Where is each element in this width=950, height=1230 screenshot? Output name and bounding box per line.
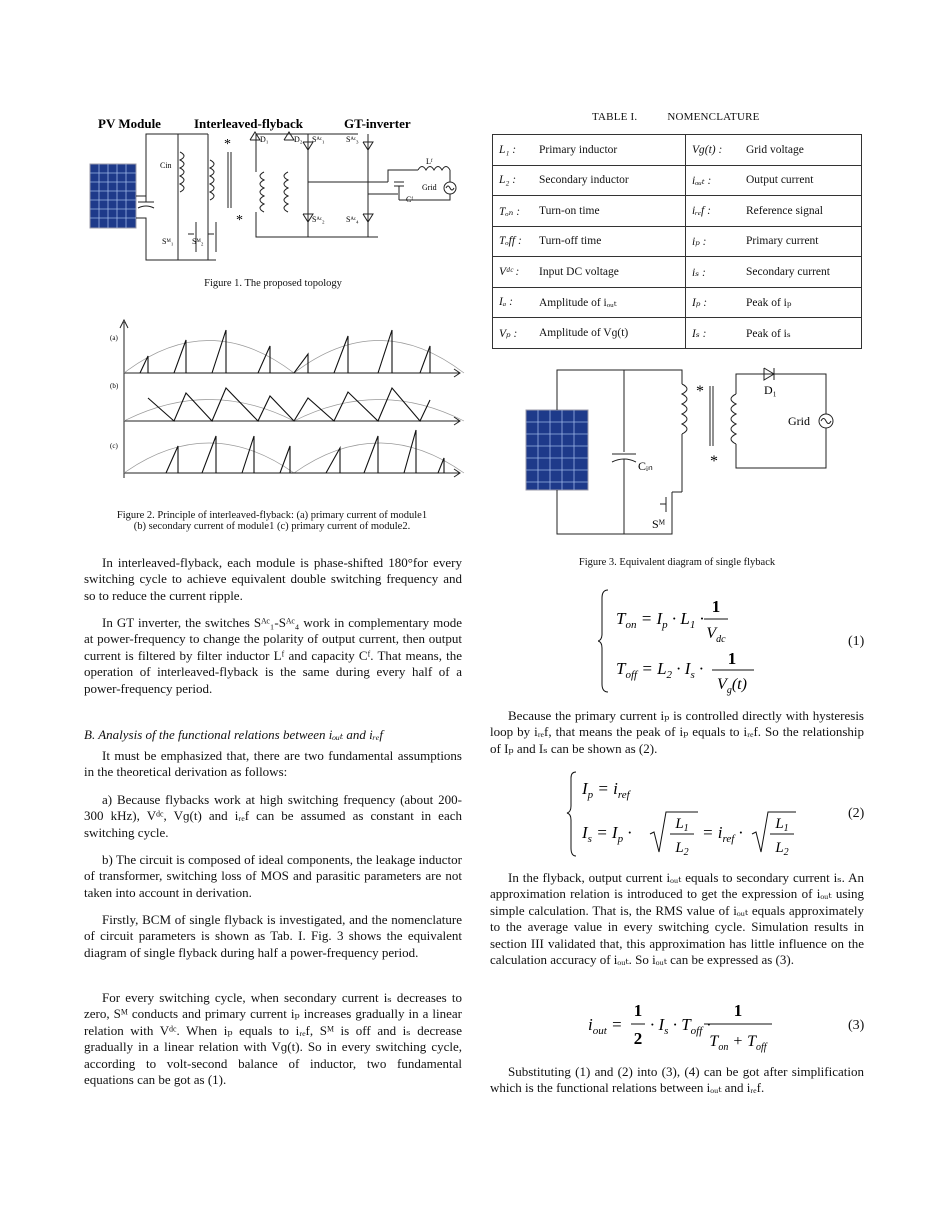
fig1-label-inverter: GT-inverter [344, 116, 411, 131]
svg-text:Ton = Ip · L1 ·: $T_{on} = I_p \cdot L_1$ · [616, 609, 704, 631]
figure-3-schematic [520, 362, 840, 542]
table-cell-d1: Primary inductor [533, 135, 686, 166]
svg-text:L2: $L_2$ [675, 840, 689, 858]
svg-text:2: 2 [633, 1029, 643, 1048]
fig3-grid: Grid [788, 414, 810, 428]
fig3-d1: D₁ [764, 383, 777, 397]
svg-text:Grid: Grid [422, 183, 437, 192]
table-cell-s1: Iₐ : [493, 287, 534, 318]
svg-text:Sᴬᶜ₂: Sᴬᶜ₂ [312, 215, 325, 224]
svg-text:Lᶠ: Lᶠ [426, 157, 433, 166]
equation-1 [598, 586, 778, 696]
table-cell-d1: Turn-off time [533, 226, 686, 257]
table-cell-s1: L₁ : [493, 135, 534, 166]
svg-text:Sᴬᶜ₁: Sᴬᶜ₁ [312, 135, 325, 144]
table-title: TABLE I. NOMENCLATURE [592, 111, 760, 123]
figure-1-schematic [88, 112, 468, 272]
table-cell-s1: Vₚ : [493, 318, 534, 349]
table-cell-d2: Grid voltage [740, 135, 862, 166]
equation-3-math [588, 994, 788, 1056]
table-row [493, 257, 862, 288]
table-row [493, 318, 862, 349]
svg-text:Toff = L2 · Is ·: $T_{off} = L_2 \cdot I_s$ · [616, 659, 704, 681]
table-cell-d1: Turn-on time [533, 196, 686, 227]
pv-panel-icon [90, 164, 136, 228]
left-paragraph-5: b) The circuit is composed of ideal components, the leakage inductor of transformer, switching loss of MOS and parasitic parameters are not taken into account in derivation. [84, 852, 462, 900]
table-cell-s1: Vᵈᶜ : [493, 257, 534, 288]
left-paragraph-4: a) Because flybacks work at high switching frequency (about 200-300 kHz), Vᵈᶜ, Vɡ(t) and iᵣₑf can be assumed as constant in each switching cycle. [84, 792, 462, 840]
table-row [493, 226, 862, 257]
svg-text:Sᴹ₁: Sᴹ₁ [162, 237, 174, 246]
equation-2-math [566, 768, 796, 860]
svg-text:(b): (b) [110, 382, 119, 390]
svg-text:Cᶠ: Cᶠ [406, 195, 414, 204]
svg-text:1: 1 [711, 597, 721, 616]
svg-text:*: * [236, 213, 243, 228]
figure-1-caption: Figure 1. The proposed topology [204, 278, 342, 289]
svg-text:· Is · Toff ·: · $I_s \cdot T_{off}$ · [650, 1015, 711, 1037]
table-cell-d2: Primary current [740, 226, 862, 257]
pv-panel-icon-2 [526, 410, 588, 490]
figure-1 [88, 112, 468, 292]
table-cell-d2: Output current [740, 165, 862, 196]
svg-text:Sᴬᶜ₃: Sᴬᶜ₃ [346, 135, 359, 144]
left-paragraph-3: It must be emphasized that, there are two fundamental assumptions in the theoretical derivation as follows: [84, 748, 462, 780]
svg-text:D₂: D₂ [294, 135, 303, 144]
svg-text:L1: $L_1$ [775, 816, 789, 834]
fig3-sm: Sᴹ [652, 517, 666, 531]
table-cell-d1: Input DC voltage [533, 257, 686, 288]
equation-2-number: (2) [848, 806, 865, 821]
svg-text:1: 1 [633, 1001, 643, 1020]
svg-text:Ip = iref: $I_p = i_{ref}$ [582, 779, 630, 801]
right-paragraph-3: Substituting (1) and (2) into (3), (4) can be got after simplification which is the functional relations between iₒᵤₜ and iᵣₑf. [490, 1064, 864, 1096]
svg-text:*: * [224, 137, 231, 152]
fig3-cin: Cᵢₙ [638, 459, 653, 473]
section-heading-b: B. Analysis of the functional relations between iₒᵤₜ and iᵣₑf [84, 727, 383, 742]
table-cell-d1: Amplitude of iₒᵤₜ [533, 287, 686, 318]
svg-text:*: * [696, 383, 704, 400]
svg-text:*: * [710, 453, 718, 470]
svg-text:L2: $L_2$ [775, 840, 789, 858]
svg-text:1: 1 [733, 1001, 743, 1020]
left-paragraph-6: Firstly, BCM of single flyback is investigated, and the nomenclature of circuit parameters is shown as Tab. I. Fig. 3 shows the equivalent diagram of single flyback during half a power-frequency period. [84, 912, 462, 960]
table-row [493, 165, 862, 196]
table-cell-s1: L₂ : [493, 165, 534, 196]
svg-text:Sᴬᶜ₄: Sᴬᶜ₄ [346, 215, 359, 224]
table-row [493, 135, 862, 166]
left-paragraph-7: For every switching cycle, when secondary current iₛ decreases to zero, Sᴹ conducts and primary current iₚ increases gradually in a linear relation with Vᵈᶜ. When iₚ equals to iᵣₑf, Sᴹ is off and iₛ decrease gradually in a linear relation with Vɡ(t). So in every switching cycle, according to volt-second balance of inductor, two fundamental equations can be got as (1). [84, 990, 462, 1088]
svg-text:(a): (a) [110, 334, 118, 342]
figure-2-waveforms [108, 318, 468, 483]
table-cell-s2: Iₛ : [686, 318, 741, 349]
table-cell-d2: Peak of iₚ [740, 287, 862, 318]
table-cell-s2: iᵣₑf : [686, 196, 741, 227]
equation-2 [566, 768, 796, 860]
svg-text:iout =: $i_{out}$ = [588, 1015, 623, 1037]
left-paragraph-2: In GT inverter, the switches Sᴬᶜ₁-Sᴬᶜ₄ work in complementary mode at power-frequency to change the polarity of output current, then output current is filtered by filter inductor Lᶠ and capacity Cᶠ. That means, the operation of interleaved-flyback is the same during every half of a power-frequency period. [84, 615, 462, 696]
fig1-label-flyback: Interleaved-flyback [194, 116, 304, 131]
right-paragraph-1: Because the primary current iₚ is controlled directly with hysteresis loop by iᵣₑf, that means the peak of iₚ equals to iᵣₑf. So the relationship of Iₚ and Iₛ can be shown as (2). [490, 708, 864, 756]
svg-text:D₁: D₁ [260, 135, 269, 144]
svg-text:Vg(t): $V_g(t)$ [717, 676, 747, 696]
figure-3 [520, 362, 840, 542]
table-cell-s2: iₚ : [686, 226, 741, 257]
equation-1-math [598, 586, 778, 696]
fig1-label-pv: PV Module [98, 116, 161, 131]
figure-2 [108, 318, 468, 483]
svg-text:Vdc: $V_{dc}$ [706, 625, 726, 645]
table-cell-d1: Secondary inductor [533, 165, 686, 196]
fig1-cin: Cin [160, 161, 172, 170]
right-paragraph-2: In the flyback, output current iₒᵤₜ equals to secondary current iₛ. An approximation relation is introduced to get the expression of iₒᵤₜ using simple calculation. That is, the RMS value of iₒᵤₜ equals approximately to the average value in every switching cycle. Simulation results in section III validated that, this approximation has little influence on the calculation accuracy of iₒᵤₜ. So iₒᵤₜ can be expressed as (3). [490, 870, 864, 968]
table-cell-s2: iₒᵤₜ : [686, 165, 741, 196]
table-cell-s2: Vɡ(t) : [686, 135, 741, 166]
table-cell-d2: Peak of iₛ [740, 318, 862, 349]
svg-text:Ton + Toff: $T_{on} + T_{off}$ [709, 1033, 767, 1053]
svg-text:1: 1 [727, 649, 737, 668]
table-cell-d1: Amplitude of Vɡ(t) [533, 318, 686, 349]
table-cell-d2: Secondary current [740, 257, 862, 288]
table-row [493, 287, 862, 318]
svg-text:= iref ·: = $i_{ref}$ · [702, 823, 743, 845]
figure-2-caption: Figure 2. Principle of interleaved-flyback: (a) primary current of module1 (b) secondary current of module1 (c) primary current of module2. [116, 510, 428, 532]
svg-text:Is = Ip ·: $I_s = I_p$ · [582, 823, 632, 845]
figure-3-caption: Figure 3. Equivalent diagram of single flyback [578, 557, 776, 568]
table-cell-d2: Reference signal [740, 196, 862, 227]
equation-3-number: (3) [848, 1018, 865, 1033]
table-row [493, 196, 862, 227]
equation-1-number: (1) [848, 634, 865, 649]
svg-text:Sᴹ₂: Sᴹ₂ [192, 237, 204, 246]
table-cell-s1: Tₒₙ : [493, 196, 534, 227]
table-cell-s2: Iₚ : [686, 287, 741, 318]
table-cell-s1: Tₒff : [493, 226, 534, 257]
svg-text:(c): (c) [110, 442, 118, 450]
table-cell-s2: iₛ : [686, 257, 741, 288]
equation-3 [588, 994, 788, 1056]
svg-text:L1: $L_1$ [675, 816, 689, 834]
nomenclature-table [492, 134, 862, 349]
left-paragraph-1: In interleaved-flyback, each module is phase-shifted 180°for every switching cycle to achieve equivalent double switching frequency and so to reduce the current ripple. [84, 555, 462, 603]
